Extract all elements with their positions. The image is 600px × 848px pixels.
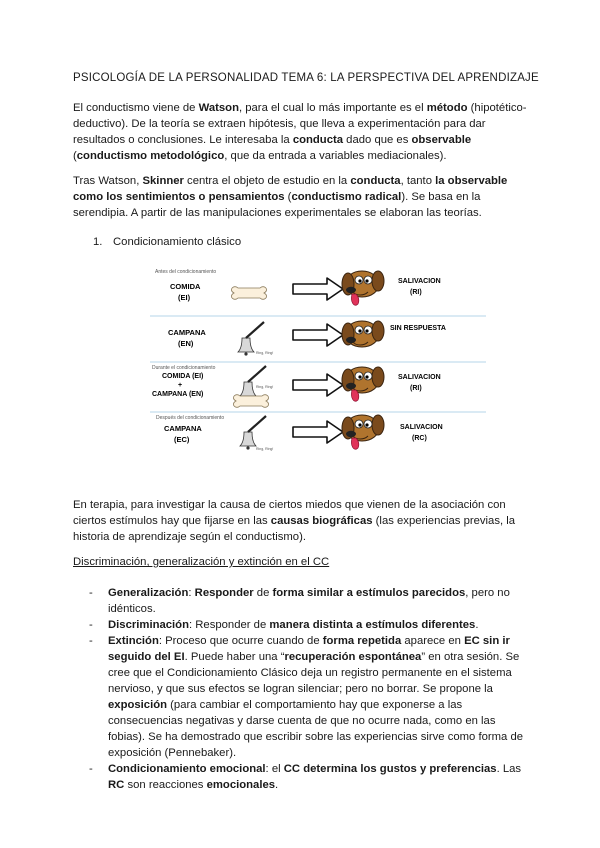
response-code: (RC) — [412, 435, 427, 442]
dog-icon — [342, 415, 384, 441]
tongue-icon — [351, 438, 358, 449]
response-label: SIN RESPUESTA — [390, 325, 446, 332]
arrow-icon — [293, 324, 343, 346]
stimulus-code: (EC) — [174, 435, 190, 444]
numbered-list-item — [93, 236, 241, 248]
classical-conditioning-diagram — [148, 266, 488, 462]
paragraph-therapy: En terapia, para investigar la causa de ciertos miedos que vienen de la asociación con ciertos estímulos hay que fijarse en las causas biográficas (las experiencias previas, la historia de aprendizaje según el conductismo). — [73, 499, 516, 543]
bullet-list — [89, 585, 529, 793]
section-subheading: Discriminación, generalización y extinción en el CC — [73, 556, 330, 568]
tongue-icon — [351, 294, 358, 305]
arrow-icon — [293, 421, 343, 443]
stimulus-code: (EN) — [178, 339, 194, 348]
bullet-condicionamiento-emocional: - Condicionamiento emocional: el CC determina los gustos y preferencias. Las RC son reacciones emocionales. — [89, 763, 522, 791]
bone-icon — [233, 395, 268, 408]
phase-label-before: Antes del condicionamiento — [155, 269, 217, 275]
paragraph-watson: El conductismo viene de Watson, para el cual lo más importante es el método (hipotético-deductivo). De la teoría se extraen hipótesis, que lleva a experimentación para dar resultados o conclusiones. Le interesaba la conducta dado que es observable (conductismo metodológico, que da entrada a variables mediacionales). — [73, 102, 527, 162]
bell-icon — [240, 366, 266, 400]
phase-label-after: Después del condicionamiento — [156, 415, 225, 421]
stimulus-label: COMIDA — [170, 282, 201, 291]
stimulus-label: CAMPANA — [168, 328, 206, 337]
phase-label-during: Durante el condicionamiento — [152, 365, 216, 371]
plus-sign: + — [178, 382, 183, 389]
bullet-discriminacion: - Discriminación: Responder de manera distinta a estímulos diferentes. — [89, 619, 479, 631]
dog-icon — [342, 271, 384, 297]
stimulus-code: (EI) — [178, 293, 191, 302]
arrow-icon — [293, 374, 343, 396]
tongue-icon — [351, 390, 358, 401]
response-label: SALIVACION — [400, 424, 443, 431]
response-label: SALIVACION — [398, 374, 441, 381]
list-number: 1. — [93, 236, 103, 248]
bullet-extincion: - Extinción: Proceso que ocurre cuando de forma repetida aparece en EC sin ir seguido del EI. Puede haber una “recuperación espontánea” en otra sesión. Se cree que el Condicionamiento Clásico deja un registro permanente en el sistema nervioso, y que sus efectos se logran silenciar; pero no borrar. Se propone la exposición (para cambiar el comportamiento hay que exponerse a las consecuencias negativas y darse cuenta de que no ocurre nada, como en las fobias). Se ha demostrado que escribir sobre las experiencias sirve como forma de exposición (Pennebaker). — [89, 635, 524, 759]
stimulus-label: CAMPANA — [164, 424, 202, 433]
bell-icon — [240, 416, 266, 450]
ring-label: Ring, Ring! — [256, 447, 274, 451]
paragraph-skinner: Tras Watson, Skinner centra el objeto de estudio en la conducta, tanto la observable como los sentimientos o pensamientos (conductismo radical). Se basa en la serendipia. A partir de las manipulaciones experimentales se elaboran las teorías. — [73, 175, 508, 219]
response-code: (RI) — [410, 385, 422, 392]
bullet-generalizacion: - Generalización: Responder de forma similar a estímulos parecidos, pero no idénticos. — [89, 587, 510, 615]
dog-icon — [342, 321, 384, 347]
document-title: PSICOLOGÍA DE LA PERSONALIDAD TEMA 6: LA PERSPECTIVA DEL APRENDIZAJE — [73, 72, 539, 84]
arrow-icon — [293, 278, 343, 300]
ring-label: Ring, Ring! — [256, 385, 274, 389]
dog-icon — [342, 367, 384, 393]
ring-label: Ring, Ring! — [256, 351, 274, 355]
list-label: Condicionamiento clásico — [113, 236, 242, 248]
stimulus-label: COMIDA (EI) — [162, 373, 204, 380]
stimulus-label: CAMPANA (EN) — [152, 391, 204, 398]
bone-icon — [231, 287, 266, 300]
response-label: SALIVACION — [398, 278, 441, 285]
response-code: (RI) — [410, 289, 422, 296]
